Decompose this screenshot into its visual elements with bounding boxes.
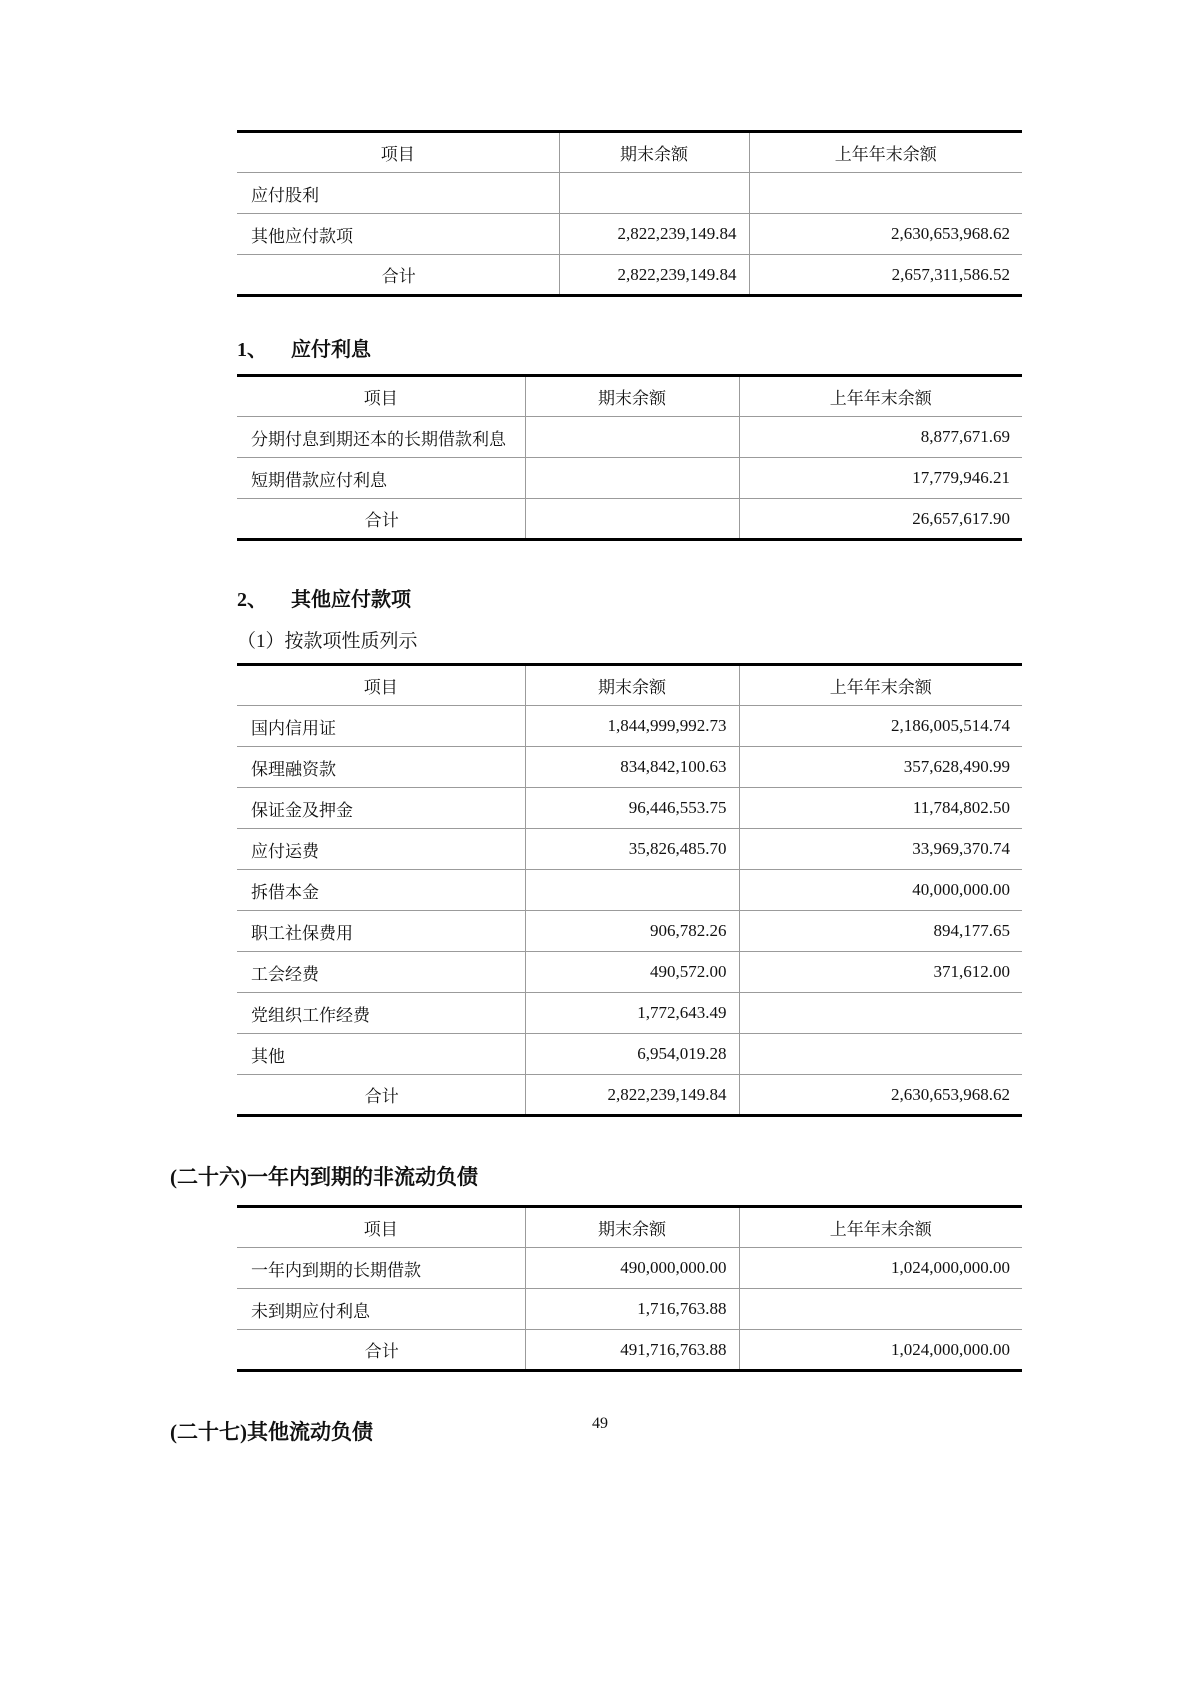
table-row (237, 458, 1022, 499)
prior-balance-cell (739, 1289, 1022, 1330)
non-current-liabilities-table (237, 1205, 1022, 1372)
prior-balance-cell: 357,628,490.99 (739, 747, 1022, 788)
table-row (237, 993, 1022, 1034)
section-heading-non-current-liabilities-due (170, 1161, 1022, 1191)
section-title: 其他流动负债 (247, 1420, 373, 1444)
closing-balance-cell: 490,000,000.00 (525, 1248, 739, 1289)
column-header-prior-year-balance: 上年年末余额 (739, 376, 1022, 417)
table-header-row (237, 132, 1022, 173)
row-label: 党组织工作经费 (237, 993, 525, 1034)
closing-balance-cell: 96,446,553.75 (525, 788, 739, 829)
closing-balance-cell: 1,844,999,992.73 (525, 706, 739, 747)
prior-balance-cell (739, 993, 1022, 1034)
table-row (237, 829, 1022, 870)
column-header-prior-year-balance: 上年年末余额 (739, 1207, 1022, 1248)
row-label: 保证金及押金 (237, 788, 525, 829)
prior-balance-cell: 2,630,653,968.62 (749, 214, 1022, 255)
closing-balance-cell: 490,572.00 (525, 952, 739, 993)
payables-summary-table (237, 130, 1022, 297)
section-title: 其他应付款项 (291, 589, 411, 611)
table-row (237, 952, 1022, 993)
closing-balance-cell: 2,822,239,149.84 (559, 214, 749, 255)
row-label: 国内信用证 (237, 706, 525, 747)
total-label: 合计 (381, 267, 416, 286)
prior-balance-cell: 40,000,000.00 (739, 870, 1022, 911)
prior-balance-cell: 1,024,000,000.00 (739, 1330, 1022, 1371)
closing-balance-cell: 35,826,485.70 (525, 829, 739, 870)
table-total-row (237, 255, 1022, 296)
closing-balance-cell (525, 417, 739, 458)
table-header-row (237, 665, 1022, 706)
table-row (237, 1034, 1022, 1075)
closing-balance-cell: 834,842,100.63 (525, 747, 739, 788)
closing-balance-cell: 1,716,763.88 (525, 1289, 739, 1330)
interest-payable-table (237, 374, 1022, 541)
row-label: 工会经费 (237, 952, 525, 993)
table-row (237, 870, 1022, 911)
closing-balance-cell: 2,822,239,149.84 (525, 1075, 739, 1116)
column-header-closing-balance: 期末余额 (525, 376, 739, 417)
column-header-item: 项目 (237, 1207, 525, 1248)
row-label: 拆借本金 (237, 870, 525, 911)
row-label: 其他 (237, 1034, 525, 1075)
column-header-closing-balance: 期末余额 (559, 132, 749, 173)
row-label: 分期付息到期还本的长期借款利息 (237, 417, 525, 458)
row-label: 职工社保费用 (237, 911, 525, 952)
prior-balance-cell (739, 1034, 1022, 1075)
column-header-item: 项目 (237, 376, 525, 417)
table-row (237, 173, 1022, 214)
closing-balance-cell: 2,822,239,149.84 (559, 255, 749, 296)
row-label: 保理融资款 (237, 747, 525, 788)
total-label: 合计 (364, 1087, 399, 1106)
section-number: 1、 (237, 339, 267, 361)
table-header-row (237, 1207, 1022, 1248)
row-label: 未到期应付利息 (237, 1289, 525, 1330)
table-total-row (237, 1075, 1022, 1116)
column-header-item: 项目 (237, 132, 559, 173)
prior-balance-cell: 2,186,005,514.74 (739, 706, 1022, 747)
table-total-row (237, 499, 1022, 540)
row-label: 应付运费 (237, 829, 525, 870)
table-row (237, 788, 1022, 829)
table-row (237, 747, 1022, 788)
closing-balance-cell (559, 173, 749, 214)
section-number: (二十七) (170, 1420, 247, 1444)
prior-balance-cell: 33,969,370.74 (739, 829, 1022, 870)
section-title: 应付利息 (291, 339, 371, 361)
other-payables-table (237, 663, 1022, 1117)
closing-balance-cell (525, 870, 739, 911)
closing-balance-cell (525, 458, 739, 499)
table-row (237, 706, 1022, 747)
table-row (237, 417, 1022, 458)
column-header-closing-balance: 期末余额 (525, 1207, 739, 1248)
closing-balance-cell: 906,782.26 (525, 911, 739, 952)
section-heading-other-payables (237, 583, 1022, 612)
row-label: 一年内到期的长期借款 (237, 1248, 525, 1289)
closing-balance-cell: 491,716,763.88 (525, 1330, 739, 1371)
row-label: 应付股利 (237, 173, 559, 214)
prior-balance-cell: 17,779,946.21 (739, 458, 1022, 499)
section-number: (二十六) (170, 1165, 247, 1189)
prior-balance-cell (749, 173, 1022, 214)
prior-balance-cell: 1,024,000,000.00 (739, 1248, 1022, 1289)
row-label: 其他应付款项 (237, 214, 559, 255)
prior-balance-cell: 26,657,617.90 (739, 499, 1022, 540)
prior-balance-cell: 371,612.00 (739, 952, 1022, 993)
prior-balance-cell: 894,177.65 (739, 911, 1022, 952)
total-label: 合计 (364, 1342, 399, 1361)
table-row (237, 214, 1022, 255)
table-row (237, 1248, 1022, 1289)
closing-balance-cell: 1,772,643.49 (525, 993, 739, 1034)
row-label: 短期借款应付利息 (237, 458, 525, 499)
closing-balance-cell: 6,954,019.28 (525, 1034, 739, 1075)
section-heading-interest-payable (237, 333, 1022, 362)
prior-balance-cell: 2,657,311,586.52 (749, 255, 1022, 296)
table-total-row (237, 1330, 1022, 1371)
closing-balance-cell (525, 499, 739, 540)
section-title: 一年内到期的非流动负债 (247, 1165, 478, 1189)
subsection-heading-by-nature: （1）按款项性质列示 (237, 631, 418, 652)
table-row (237, 911, 1022, 952)
column-header-item: 项目 (237, 665, 525, 706)
table-header-row (237, 376, 1022, 417)
page-number: 49 (592, 1415, 608, 1432)
prior-balance-cell: 11,784,802.50 (739, 788, 1022, 829)
prior-balance-cell: 2,630,653,968.62 (739, 1075, 1022, 1116)
section-number: 2、 (237, 589, 267, 611)
column-header-closing-balance: 期末余额 (525, 665, 739, 706)
column-header-prior-year-balance: 上年年末余额 (749, 132, 1022, 173)
total-label: 合计 (364, 511, 399, 530)
table-row (237, 1289, 1022, 1330)
column-header-prior-year-balance: 上年年末余额 (739, 665, 1022, 706)
prior-balance-cell: 8,877,671.69 (739, 417, 1022, 458)
